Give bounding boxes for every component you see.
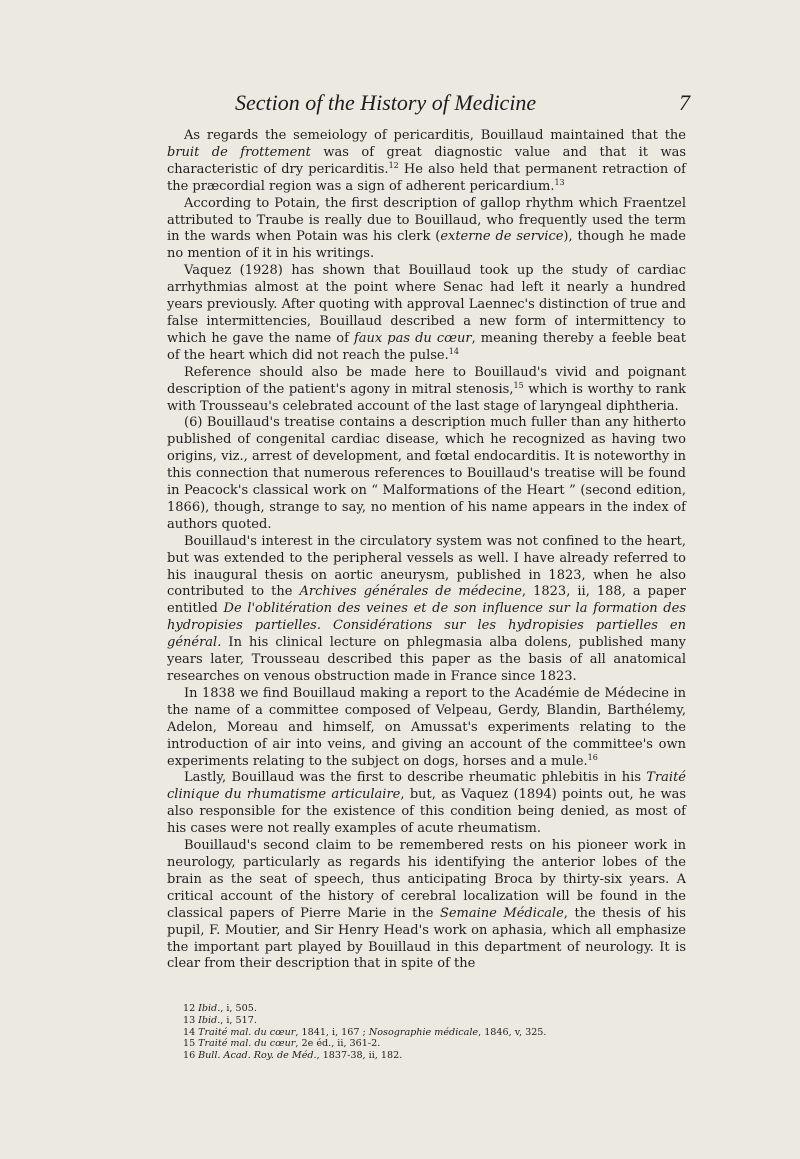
text-run: In his clinical lecture on phlegmasia alba dolens, published many years later, Trousseau described this paper as the basis of all anatomical researches on venous obstruction made in France since 1823. xyxy=(167,635,686,684)
footnote-text: , 1846, v, 325. xyxy=(478,1026,547,1038)
paragraph-3 xyxy=(167,263,686,364)
footnote-text: , i, 517. xyxy=(220,1014,257,1026)
footnote-ref: 12 xyxy=(388,160,399,170)
paragraph-1 xyxy=(167,128,686,196)
paragraph-5 xyxy=(167,415,686,533)
text-run: was of great diagnostic value and that it was characteristic of dry pericarditis. xyxy=(167,144,686,177)
text-run: which is worthy to rank with Trousseau's celebrated account of the last stage of laryngeal diphtheria. xyxy=(167,381,686,414)
text-run: , the thesis of his pupil, F. Moutier, and Sir Henry Head's work on aphasia, which all emphasize the important part played by Bouillaud in this department of neurology. It is clear from their description that in spite of the xyxy=(167,905,686,972)
footnote-number: 12 xyxy=(183,1003,196,1014)
footnote-source: Ibid. xyxy=(198,1003,221,1014)
footnote-ref: 15 xyxy=(513,380,524,390)
text-run: , 1823, ii, 188, a paper entitled xyxy=(167,584,686,617)
footnote-ref: 16 xyxy=(587,752,598,762)
paragraph-9 xyxy=(167,838,686,973)
text-run: He also held that permanent retraction of the præcordial region was a sign of adherent pericardium. xyxy=(167,161,686,194)
footnote xyxy=(183,1015,703,1027)
footnote-source: Traité mal. du cœur xyxy=(198,1038,296,1050)
footnote-source: Traité mal. du cœur xyxy=(198,1026,296,1038)
footnote-ref: 13 xyxy=(554,177,565,187)
footnote-text: , 2e éd., ii, 361-2. xyxy=(295,1038,381,1050)
italic-run: bruit de frottement xyxy=(167,144,311,160)
running-title: Section of the History of Medicine xyxy=(235,90,537,115)
footnote-number: 13 xyxy=(183,1014,196,1026)
italic-run: Traité clinique du rhumatisme articulaire xyxy=(167,770,686,803)
footnote xyxy=(183,1038,703,1050)
footnote xyxy=(183,1003,703,1015)
text-run: As regards the semeiology of pericarditis, Bouillaud maintained that the xyxy=(184,128,686,143)
footnotes xyxy=(183,1003,703,1062)
paragraph-8 xyxy=(167,770,686,838)
paragraph-7 xyxy=(167,686,686,771)
paragraph-6 xyxy=(167,534,686,686)
text-run: Lastly, Bouillaud was the first to describe rheumatic phlebitis in his xyxy=(184,770,647,786)
italic-run: externe de service xyxy=(440,229,564,245)
text-run: (6) Bouillaud's treatise contains a description much fuller than any hitherto published of congenital cardiac disease, which he recognized as having two origins, viz., arrest of development, and fœtal endocarditis. It is noteworthy in this connection that numerous references to Bouillaud's treatise will be found in Peacock's classical work on “ Malformations of the Heart ” (second edition, 1866), though, strange to say, no mention of his name appears in the index of authors quoted. xyxy=(167,415,686,532)
italic-run: De l'oblitération des veines et de son influence sur la formation des hydropisies partielles. Considérations sur les hydropisies partielles en général. xyxy=(167,601,686,651)
footnote-source: Bull. Acad. Roy. de Méd. xyxy=(198,1050,317,1062)
text-run: Vaquez (1928) has shown that Bouillaud took up the study of cardiac arrhythmias almost at the point where Senac had left it nearly a hundred years previously. After quoting with approval Laennec's distinction of true and false intermittencies, Bouillaud described a new form of intermittency to which he gave the name of xyxy=(167,263,686,346)
text-run: Bouillaud's second claim to be remembered rests on his pioneer work in neurology, particularly as regards his identifying the anterior lobes of the brain as the seat of speech, thus anticipating Broca by thirty-six years. A critical account of the history of cerebral localization will be found in the classical papers of Pierre Marie in the xyxy=(167,838,686,921)
footnote-number: 16 xyxy=(183,1050,196,1062)
footnote xyxy=(183,1027,703,1039)
footnote xyxy=(183,1050,703,1062)
footnote-source: Nosographie médicale xyxy=(368,1026,479,1038)
footnote-number: 15 xyxy=(183,1038,196,1050)
footnote-number: 14 xyxy=(183,1026,196,1038)
text-run: According to Potain, the first description of gallop rhythm which Fraentzel attributed to Traube is really due to Bouillaud, who frequently used the term in the wards when Potain was his clerk ( xyxy=(167,195,686,245)
italic-run: faux pas du cœur xyxy=(353,330,472,346)
running-head xyxy=(170,90,690,118)
body-text xyxy=(167,128,686,973)
footnote-text: , i, 505. xyxy=(220,1003,257,1014)
footnote-text: , 1841, i, 167 ; xyxy=(295,1026,369,1038)
text-run: In 1838 we find Bouillaud making a report to the Académie de Médecine in the name of a committee composed of Velpeau, Gerdy, Blandin, Barthélemy, Adelon, Moreau and himself, on Amussat's experiments relating to the introduction of air into veins, and giving an account of the committee's own experiments relating to the subject on dogs, horses and a mule. xyxy=(167,685,686,769)
paragraph-4 xyxy=(167,365,686,416)
footnote-text: , 1837-38, ii, 182. xyxy=(316,1050,403,1062)
page-number: 7 xyxy=(679,90,690,115)
text-run: Reference should also be made here to Bouillaud's vivid and poignant description of the patient's agony in mitral stenosis, xyxy=(167,364,686,397)
text-run: Bouillaud's interest in the circulatory system was not confined to the heart, but was extended to the peripheral vessels as well. I have already referred to his inaugural thesis on aortic aneurysm, published in 1823, when he also contributed to the xyxy=(167,533,686,600)
text-run: , meaning thereby a feeble beat of the heart which did not reach the pulse. xyxy=(167,330,687,363)
text-run: , but, as Vaquez (1894) points out, he was also responsible for the existence of this condition being denied, as most of his cases were not really examples of acute rheumatism. xyxy=(167,787,686,837)
text-run: ), though he made no mention of it in his writings. xyxy=(167,229,686,262)
italic-run: Archives générales de médecine xyxy=(299,584,522,600)
footnote-ref: 14 xyxy=(448,346,459,356)
paragraph-2 xyxy=(167,196,686,264)
italic-run: Semaine Médicale xyxy=(439,905,564,921)
footnote-source: Ibid. xyxy=(198,1014,221,1026)
